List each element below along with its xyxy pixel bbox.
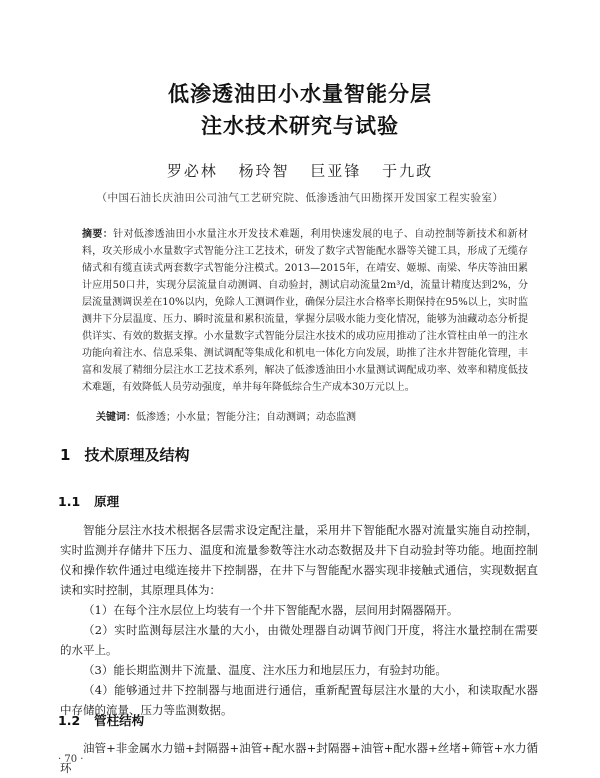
subsection-heading-1-1 [58, 492, 119, 510]
section-1-1-body [60, 520, 538, 720]
list-item-4: （4）能够通过井下控制器与地面进行通信，重新配置每层注水量的大小，和读取配水器中存储的流量、压力等监测数据。 [60, 683, 538, 717]
list-item-1: （1）在每个注水层位上均装有一个井下智能配水器，层间用封隔器隔开。 [83, 603, 459, 617]
keywords-block [96, 408, 526, 423]
section-number: 1 [60, 446, 71, 464]
subsection-number: 1.1 [58, 494, 81, 509]
author-affiliation: （中国石油长庆油田公司油气工艺研究院、低渗透油气田勘探开发国家工程实验室） [96, 192, 504, 204]
list-item-2: （2）实时监测每层注水量的大小，由微处理器自动调节阀门开度，将注水量控制在需要的水平上。 [60, 623, 538, 657]
paragraph: 油管+非金属水力锚+封隔器+油管+配水器+封隔器+油管+配水器+丝堵+筛管+水力循环 [60, 741, 538, 775]
subsection-number: 1.2 [58, 713, 81, 728]
paper-title-line-2: 注水技术研究与试验 [201, 114, 399, 138]
subsection-heading-1-2 [58, 711, 144, 729]
list-item-3: （3）能长期监测井下流量、温度、注水压力和地层压力，有验封功能。 [83, 663, 447, 677]
paragraph: 智能分层注水技术根据各层需求设定配注量，采用井下智能配水器对流量实施自动控制，实时监测并存储井下压力、温度和流量参数等注水动态数据及井下自动验封等功能。地面控制仪和操作软件通过电缆连接井下控制器，在井下与智能配水器实现非接触式通信，实现数据直读和实时控制，其原理具体为： [60, 523, 538, 597]
keywords-text: 低渗透；小水量；智能分注；自动测调；动态监测 [136, 412, 356, 423]
abstract-text: 针对低渗透油田小水量注水开发技术难题，利用快速发展的电子、自动控制等新技术和新材料，攻关形成小水量数字式智能分注工艺技术，研发了数字式智能配水器等关键工具，形成了无缆存储式和有缆直读式两套数字式智能分注模式。2013—2015年，在靖安、姬塬、南梁、华庆等油田累计应用50口井，实现分层流量自动测调、自动验封，测试启动流量2m³/d，流量计精度达到2%，分层流量测调误差在10%以内，免除人工测调作业，确保分层注水合格率长期保持在95%以上，实时监测井下分层温度、压力、瞬时流量和累积流量，掌握分层吸水能力变化情况，能够为油藏动态分析提供详实、有效的数据支撑。小水量数字式智能分层注水技术的成功应用推动了注水管柱由单一的注水功能向着注水、信息采集、测试调配等集成化和机电一体化方向发展，助推了注水井智能化管理，丰富和发展了精细分层注水工艺技术系列，解决了低渗透油田小水量测试调配成功率、效率和精度低技术难题，有效降低人员劳动强度，单井每年降低综合生产成本30万元以上。 [82, 229, 529, 393]
section-1-2-body [60, 738, 538, 778]
page-number: · 70 · [58, 754, 84, 765]
keywords-label: 关键词： [96, 412, 136, 423]
paper-title-line-1: 低渗透油田小水量智能分层 [168, 82, 432, 106]
section-title: 技术原理及结构 [84, 446, 190, 464]
abstract-block [82, 226, 528, 396]
author-list: 罗必林 杨玲智 巨亚锋 于九政 [166, 162, 434, 180]
subsection-title: 管柱结构 [94, 713, 145, 728]
abstract-label: 摘要： [82, 229, 114, 240]
subsection-title: 原理 [94, 494, 120, 509]
section-heading-1 [60, 444, 189, 465]
